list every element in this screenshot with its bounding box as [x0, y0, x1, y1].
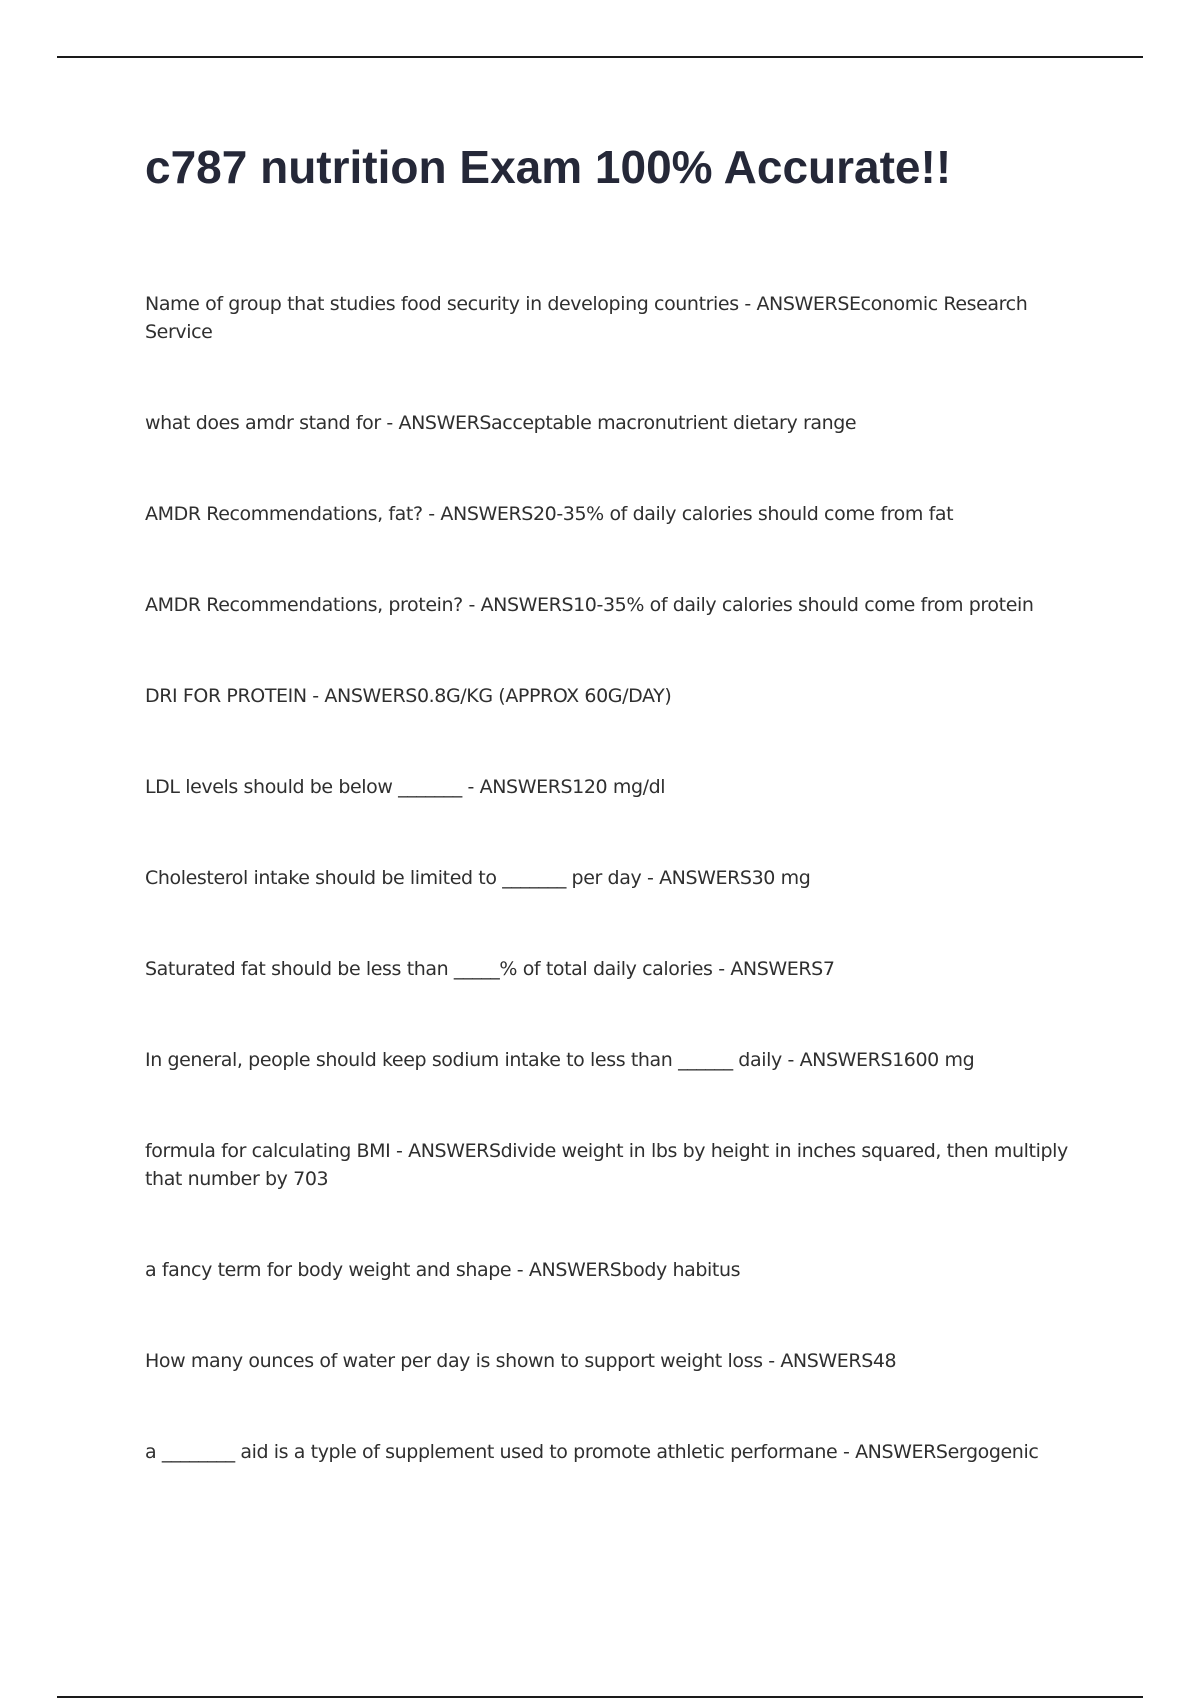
qa-item: [145, 1046, 1085, 1074]
question-text: AMDR Recommendations, protein?: [145, 594, 463, 616]
qa-item: [145, 591, 1085, 619]
separator: -: [511, 1259, 529, 1281]
separator: -: [837, 1441, 856, 1463]
separator: -: [306, 685, 325, 707]
answer-text: 48: [872, 1350, 897, 1372]
separator: -: [422, 503, 441, 525]
question-text: a fancy term for body weight and shape: [145, 1259, 512, 1281]
answer-tag: ANSWERS: [756, 293, 849, 315]
answer-text: 7: [822, 958, 835, 980]
answer-tag: ANSWERS: [398, 412, 492, 434]
answer-tag: ANSWERS: [324, 685, 417, 707]
question-text: what does amdr stand for: [145, 412, 381, 434]
separator: -: [461, 776, 480, 798]
answer-tag: ANSWERS: [730, 958, 823, 980]
separator: -: [390, 1140, 409, 1162]
qa-item: [145, 1438, 1085, 1466]
question-text: AMDR Recommendations, fat?: [145, 503, 423, 525]
answer-tag: ANSWERS: [799, 1049, 893, 1071]
answer-text: 10-35% of daily calories should come from protein: [573, 594, 1034, 616]
answer-tag: ANSWERS: [479, 776, 573, 798]
question-text: formula for calculating BMI: [145, 1140, 391, 1162]
qa-item: [145, 1256, 1085, 1284]
question-text: Saturated fat should be less than _____% of total daily calories: [145, 958, 713, 980]
qa-item: [145, 290, 1085, 346]
answer-tag: ANSWERS: [528, 1259, 622, 1281]
qa-item: [145, 1347, 1085, 1375]
qa-item: [145, 955, 1085, 983]
qa-item: [145, 864, 1085, 892]
question-text: a ________ aid is a typle of supplement used to promote athletic performane: [145, 1441, 838, 1463]
answer-text: ergogenic: [947, 1441, 1039, 1463]
separator: -: [781, 1049, 800, 1071]
question-text: Name of group that studies food security in developing countries: [145, 293, 739, 315]
answer-tag: ANSWERS: [408, 1140, 501, 1162]
answer-text: 30 mg: [751, 867, 811, 889]
answer-tag: ANSWERS: [480, 594, 574, 616]
qa-item: [145, 1137, 1085, 1193]
separator: -: [641, 867, 660, 889]
qa-item: [145, 409, 1085, 437]
question-text: Cholesterol intake should be limited to _______ per day: [145, 867, 642, 889]
answer-text: 1600 mg: [892, 1049, 975, 1071]
separator: -: [762, 1350, 781, 1372]
answer-text: Economic Research Service: [145, 293, 1028, 343]
answer-tag: ANSWERS: [659, 867, 752, 889]
answer-text: divide weight in lbs by height in inches squared, then multiply that number by 703: [145, 1140, 1068, 1190]
separator: -: [738, 293, 757, 315]
answer-text: acceptable macronutrient dietary range: [491, 412, 857, 434]
answer-tag: ANSWERS: [780, 1350, 873, 1372]
qa-item: [145, 773, 1085, 801]
top-rule: [57, 56, 1143, 58]
answer-text: 120 mg/dl: [572, 776, 666, 798]
page-title: c787 nutrition Exam 100% Accurate!!: [145, 141, 952, 193]
answer-text: body habitus: [621, 1259, 741, 1281]
question-text: LDL levels should be below _______: [145, 776, 462, 798]
answer-text: 20-35% of daily calories should come from fat: [532, 503, 954, 525]
answer-text: 0.8G/KG (APPROX 60G/DAY): [416, 685, 672, 707]
bottom-rule: [57, 1696, 1143, 1698]
qa-item: [145, 500, 1085, 528]
separator: -: [462, 594, 481, 616]
question-text: In general, people should keep sodium intake to less than ______ daily: [145, 1049, 782, 1071]
qa-item: [145, 682, 1085, 710]
answer-tag: ANSWERS: [440, 503, 533, 525]
qa-list: [145, 290, 1085, 1529]
question-text: How many ounces of water per day is shown to support weight loss: [145, 1350, 763, 1372]
answer-tag: ANSWERS: [855, 1441, 948, 1463]
question-text: DRI FOR PROTEIN: [145, 685, 307, 707]
separator: -: [380, 412, 399, 434]
separator: -: [712, 958, 731, 980]
